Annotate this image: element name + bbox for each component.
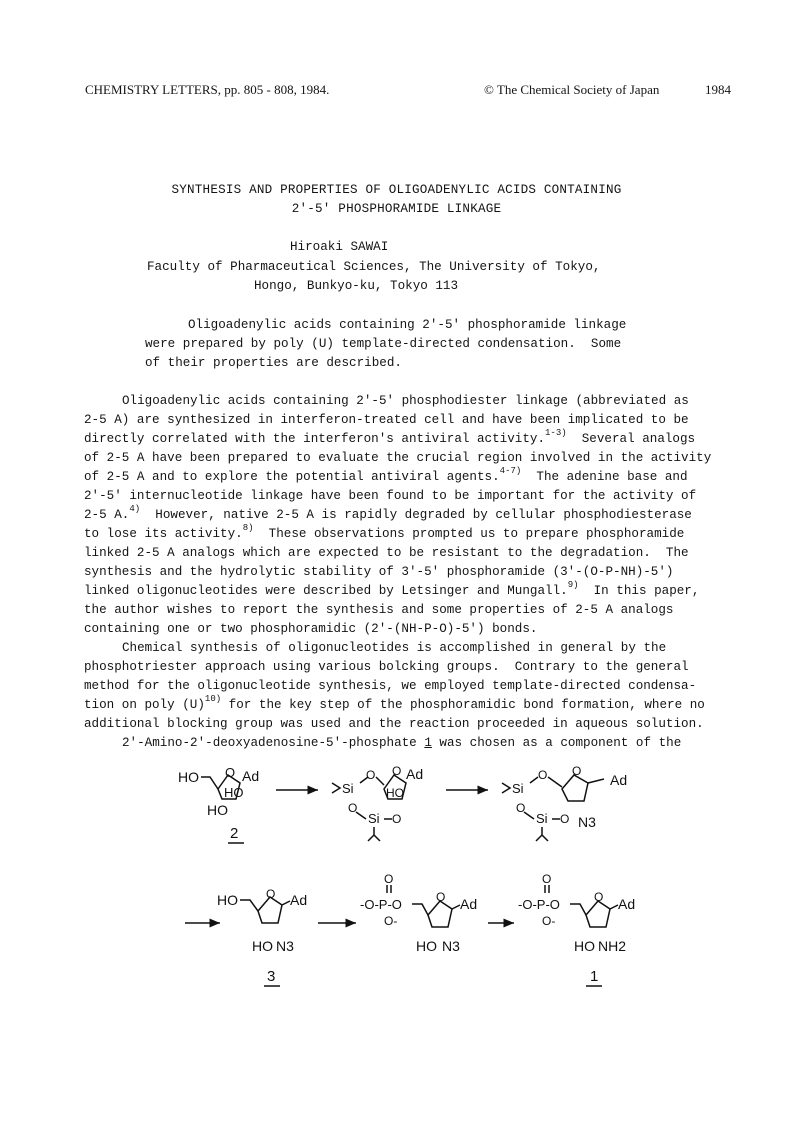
svg-text:O: O	[516, 801, 526, 815]
svg-text:O: O	[366, 768, 376, 782]
svg-text:O: O	[348, 801, 358, 815]
svg-text:HO: HO	[386, 786, 404, 800]
body-text-line: to lose its activity.$^{8)}$ These observations prompted us to prepare phosphoramide	[84, 523, 685, 541]
svg-text:HO: HO	[574, 938, 595, 954]
compound-2-structure	[178, 765, 259, 843]
svg-text:O: O	[572, 764, 582, 778]
svg-text:Ad: Ad	[610, 772, 628, 788]
author-affiliation-1: Faculty of Pharmaceutical Sciences, The University of Tokyo,	[147, 260, 601, 274]
svg-text:Si: Si	[342, 781, 354, 796]
body-text-line: phosphotriester approach using various bolcking groups. Contrary to the general	[84, 660, 689, 674]
svg-text:Ad: Ad	[618, 896, 636, 912]
svg-text:HO: HO	[178, 769, 199, 785]
silyl-protected-intermediate	[332, 764, 423, 841]
svg-text:Si: Si	[512, 781, 524, 796]
reference-4-7: 4-7)	[499, 466, 522, 476]
compound-label-2: 2	[230, 825, 239, 842]
compound-1-structure	[518, 872, 635, 986]
body-text-line: linked oligonucleotides were described by Letsinger and Mungall.$^{9)}$ In this paper,	[84, 580, 700, 598]
reference-4: 4)	[129, 504, 141, 514]
body-text-line: 2'-5' internucleotide linkage have been found to be important for the activity of	[84, 489, 697, 503]
svg-text:O: O	[560, 812, 570, 826]
svg-text:Ad: Ad	[242, 768, 260, 784]
svg-text:O: O	[542, 872, 552, 886]
svg-text:O: O	[384, 872, 394, 886]
body-text-line: additional blocking group was used and the reaction proceeded in aqueous solution.	[84, 717, 704, 731]
author-name: Hiroaki SAWAI	[290, 240, 389, 254]
header-year: 1984	[705, 82, 731, 97]
reference-8: 8)	[242, 523, 254, 533]
reference-10: 10)	[204, 694, 222, 704]
body-text-line: synthesis and the hydrolytic stability of 3'-5' phosphoramide (3'-(O-P-NH)-5')	[84, 565, 674, 579]
abstract-line-2: were prepared by poly (U) template-directed condensation. Some	[145, 337, 622, 351]
compound-3-structure	[217, 887, 307, 986]
body-text-line: of 2-5 A and to explore the potential antiviral agents.$^{4-7)}$ The adenine base and	[84, 466, 688, 484]
compound-ref-1: 1	[424, 736, 432, 750]
svg-text:-O-P-O: -O-P-O	[360, 897, 402, 912]
svg-text:Si: Si	[536, 811, 548, 826]
paper-title-line1: SYNTHESIS AND PROPERTIES OF OLIGOADENYLIC ACIDS CONTAINING	[171, 183, 622, 197]
svg-text:O: O	[538, 768, 548, 782]
svg-text:HO: HO	[416, 938, 437, 954]
svg-text:O: O	[392, 764, 402, 778]
body-text-line: 2-5 A) are synthesized in interferon-treated cell and have been implicated to be	[84, 413, 689, 427]
reference-9: 9)	[567, 580, 579, 590]
paper-title-line2: 2'-5' PHOSPHORAMIDE LINKAGE	[291, 202, 502, 216]
body-text-line: linked 2-5 A analogs which are expected to be resistant to the degradation. The	[84, 546, 689, 560]
svg-text:HO: HO	[207, 802, 228, 818]
svg-text:-O-P-O: -O-P-O	[518, 897, 560, 912]
svg-text:HO: HO	[217, 892, 238, 908]
svg-text:Ad: Ad	[406, 766, 424, 782]
svg-text:HO: HO	[252, 938, 273, 954]
compound-label-3: 3	[267, 968, 276, 985]
svg-text:Ad: Ad	[460, 896, 478, 912]
compound-label-1: 1	[590, 968, 599, 985]
svg-text:NH2: NH2	[598, 938, 627, 954]
body-text-line: tion on poly $(U)^{10)}$ for the key step of the phosphoramidic bond formation, where no	[84, 694, 705, 712]
svg-text:Ad: Ad	[290, 892, 308, 908]
copyright-notice: © The Chemical Society of Japan	[484, 82, 660, 97]
svg-text:O: O	[225, 765, 236, 780]
svg-text:O: O	[436, 890, 446, 904]
body-text-line: Chemical synthesis of oligonucleotides is accomplished in general by the	[122, 641, 667, 655]
body-text-line: 2'-Amino-2'-deoxyadenosine-5'-phosphate 1 was chosen as a component of the	[122, 736, 682, 750]
svg-text:O: O	[392, 812, 402, 826]
journal-citation: CHEMISTRY LETTERS, pp. 805 - 808, 1984.	[85, 82, 330, 97]
svg-text:O-: O-	[542, 914, 556, 928]
abstract-line-1: Oligoadenylic acids containing 2'-5' phosphoramide linkage	[188, 318, 627, 332]
body-text-line: containing one or two phosphoramidic (2'-(NH-P-O)-5') bonds.	[84, 622, 538, 636]
body-text-line: directly correlated with the interferon's antiviral activity.$^{1-3)}$ Several analogs	[84, 428, 696, 446]
body-text-line: the author wishes to report the synthesis and some properties of 2-5 A analogs	[84, 603, 674, 617]
svg-text:N3: N3	[276, 938, 294, 954]
azido-silyl-intermediate	[502, 764, 627, 841]
svg-text:Si: Si	[368, 811, 380, 826]
author-affiliation-2: Hongo, Bunkyo-ku, Tokyo 113	[254, 279, 459, 293]
azido-nucleotide-structure	[360, 872, 477, 954]
svg-text:O-: O-	[384, 914, 398, 928]
svg-text:N3: N3	[578, 814, 596, 830]
reaction-scheme	[0, 755, 793, 1015]
body-text-line: Oligoadenylic acids containing 2'-5' phosphodiester linkage (abbreviated as	[122, 394, 689, 408]
abstract-line-3: of their properties are described.	[145, 356, 402, 370]
svg-text:O: O	[266, 887, 276, 901]
reference-1-3: 1-3)	[545, 428, 567, 438]
svg-text:N3: N3	[442, 938, 460, 954]
svg-text:O: O	[594, 890, 604, 904]
body-text-line: 2-5 A.$^{4)}$ However, native 2-5 A is rapidly degraded by cellular phosphodiesterase	[84, 504, 692, 522]
body-text-line: method for the oligonucleotide synthesis, we employed template-directed condensa-	[84, 679, 697, 693]
body-text-line: of 2-5 A have been prepared to evaluate the crucial region involved in the activity	[84, 451, 712, 465]
svg-text:HO: HO	[224, 785, 244, 800]
